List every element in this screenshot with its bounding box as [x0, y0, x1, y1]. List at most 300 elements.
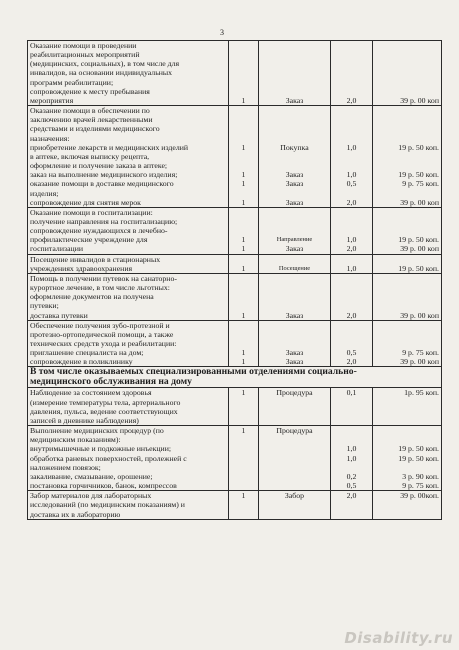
service-description-line: сопровождение нуждающихся в лечебно- — [30, 226, 168, 236]
points-cell — [331, 388, 373, 426]
service-description-line: исследований (по медицинским показаниям) и — [30, 500, 185, 510]
form-cell-line — [261, 407, 328, 416]
quantity-cell-line: 1 — [241, 235, 246, 245]
quantity-cell-line — [231, 134, 256, 143]
service-description-line: назначения: — [30, 133, 70, 143]
points-cell-line — [333, 416, 370, 425]
points-cell — [331, 254, 373, 273]
form-cell-line: Забор — [284, 491, 305, 501]
points-cell-line: 1,0 — [346, 444, 357, 454]
form-cell-line — [261, 152, 328, 161]
form-cell-line — [261, 106, 328, 115]
quantity-cell-line — [231, 407, 256, 416]
service-description-line: Наблюдение за состоянием здоровья — [30, 388, 152, 398]
points-cell-line — [333, 106, 370, 115]
service-description-line: оформление документов на получена — [30, 292, 154, 302]
price-cell-line — [375, 106, 439, 115]
quantity-cell-line — [231, 115, 256, 124]
service-description-line: получение направления на госпитализацию; — [30, 216, 178, 226]
quantity-cell-line — [231, 321, 256, 330]
section-header-line: медицинского обслуживания на дому — [30, 376, 192, 388]
price-cell — [373, 320, 442, 367]
price-cell — [373, 254, 442, 273]
price-cell-line — [375, 407, 439, 416]
form-cell-line — [261, 134, 328, 143]
form-cell-line — [261, 189, 328, 198]
quantity-cell-line — [231, 208, 256, 217]
service-description — [28, 106, 229, 208]
section-header — [28, 367, 442, 388]
points-cell-line — [333, 292, 370, 301]
quantity-cell-line — [231, 463, 256, 472]
quantity-cell-line — [231, 189, 256, 198]
price-cell-line — [375, 208, 439, 217]
price-cell-line — [375, 510, 439, 519]
table-row — [28, 320, 442, 367]
service-description-line: сопровождение в поликлинику — [30, 357, 133, 367]
quantity-cell-line — [231, 339, 256, 348]
price-cell — [373, 491, 442, 519]
price-cell-line — [375, 78, 439, 87]
price-cell-line — [375, 330, 439, 339]
quantity-cell-line: 1 — [241, 95, 246, 105]
form-cell — [259, 320, 331, 367]
form-cell-line — [261, 50, 328, 59]
service-description — [28, 320, 229, 367]
form-cell-line — [261, 208, 328, 217]
service-description-line: Посещение инвалидов в стационарных — [30, 254, 161, 264]
points-cell-line: 2,0 — [346, 357, 357, 367]
service-description-line: сопровождение для снятия мерок — [30, 197, 141, 207]
form-cell — [259, 491, 331, 519]
quantity-cell — [229, 106, 259, 208]
price-cell-line — [375, 189, 439, 198]
quantity-cell — [229, 426, 259, 491]
price-cell-line — [375, 292, 439, 301]
form-cell-line — [261, 283, 328, 292]
points-cell-line — [333, 68, 370, 77]
service-description-line: медицинским показаниям): — [30, 435, 121, 445]
quantity-cell-line: 1 — [241, 348, 246, 358]
service-description-line: Обеспечение получения зубо-протезной и — [30, 320, 170, 330]
quantity-cell-line — [231, 59, 256, 68]
points-cell-line: 2,0 — [346, 491, 357, 501]
form-cell-line — [261, 481, 328, 490]
price-cell-line — [375, 416, 439, 425]
service-description-line: технических средств ухода и реабилитации: — [30, 339, 177, 348]
price-cell-line: 39 р. 00 коп — [400, 95, 439, 105]
points-cell-line — [333, 87, 370, 96]
quantity-cell-line — [231, 398, 256, 407]
price-cell — [373, 207, 442, 254]
form-cell-line — [261, 292, 328, 301]
service-description — [28, 207, 229, 254]
form-cell-line — [261, 124, 328, 133]
form-cell-line — [261, 454, 328, 463]
service-description-line: закаливание, смазывание, орошение; — [30, 471, 153, 481]
points-cell — [331, 207, 373, 254]
price-cell-line — [375, 283, 439, 292]
section-header-line: В том числе оказываемых специализированными отделениями социально- — [30, 366, 357, 378]
service-description-line: Выполнение медицинских процедур (по — [30, 426, 164, 436]
form-cell — [259, 426, 331, 491]
table-row — [28, 273, 442, 320]
service-description-line: учреждениях здравоохранения — [30, 263, 133, 273]
price-cell-line: 19 р. 50 коп. — [398, 170, 439, 180]
form-cell-line — [261, 416, 328, 425]
quantity-cell-line: 1 — [241, 142, 246, 152]
service-description-line: в аптеке, включая выписку рецепта, — [30, 151, 150, 161]
quantity-cell-line — [231, 435, 256, 444]
quantity-cell-line: 1 — [241, 357, 246, 367]
form-cell-line — [261, 59, 328, 68]
service-description — [28, 388, 229, 426]
price-cell-line — [375, 115, 439, 124]
price-cell-line — [375, 426, 439, 435]
form-cell-line: Заказ — [285, 310, 304, 320]
points-cell-line: 1,0 — [346, 235, 357, 245]
points-cell-line: 2,0 — [346, 244, 357, 254]
quantity-cell-line — [231, 41, 256, 50]
form-cell-line — [261, 301, 328, 310]
points-cell-line — [333, 426, 370, 435]
points-cell-line — [333, 407, 370, 416]
form-cell-line — [261, 472, 328, 481]
quantity-cell — [229, 320, 259, 367]
form-cell-line: Заказ — [285, 170, 304, 180]
service-description-line: Помощь в получении путевок на санаторно- — [30, 273, 177, 283]
points-cell-line — [333, 330, 370, 339]
form-cell-line — [261, 255, 328, 264]
points-cell — [331, 106, 373, 208]
service-description-line: Оказание помощи в проведении — [30, 41, 137, 50]
quantity-cell-line: 1 — [241, 197, 246, 207]
service-description-line: средствами и изделиями медицинского — [30, 124, 160, 134]
quantity-cell — [229, 273, 259, 320]
points-cell-line — [333, 161, 370, 170]
points-cell-line: 2,0 — [346, 197, 357, 207]
form-cell-line — [261, 274, 328, 283]
quantity-cell-line: 1 — [241, 426, 246, 436]
price-cell-line — [375, 41, 439, 50]
points-cell — [331, 491, 373, 519]
price-cell — [373, 388, 442, 426]
service-description-line: программ реабилитации; — [30, 77, 114, 87]
service-description-line: приглашение специалиста на дом; — [30, 348, 144, 358]
price-cell-line — [375, 255, 439, 264]
form-cell-line: Заказ — [285, 197, 304, 207]
form-cell-line: Заказ — [285, 357, 304, 367]
points-cell-line: 2,0 — [346, 95, 357, 105]
quantity-cell-line: 1 — [241, 244, 246, 254]
page-number: 3 — [220, 28, 224, 37]
form-cell-line — [261, 444, 328, 453]
quantity-cell-line — [231, 416, 256, 425]
points-cell — [331, 273, 373, 320]
points-cell — [331, 41, 373, 106]
quantity-cell-line — [231, 217, 256, 226]
price-cell-line: 1р. 95 коп. — [404, 388, 439, 398]
quantity-cell-line — [231, 472, 256, 481]
quantity-cell — [229, 41, 259, 106]
form-cell-line — [261, 398, 328, 407]
service-description-line: оформление и получение заказа в аптеке; — [30, 161, 168, 171]
quantity-cell-line — [231, 50, 256, 59]
price-cell-line — [375, 435, 439, 444]
points-cell-line — [333, 115, 370, 124]
form-cell-line: Заказ — [285, 179, 304, 189]
points-cell-line — [333, 510, 370, 519]
price-cell-line — [375, 463, 439, 472]
points-cell — [331, 320, 373, 367]
form-cell-line — [261, 500, 328, 509]
price-cell — [373, 426, 442, 491]
service-description-line: заключению врачей лекарственными — [30, 115, 153, 125]
service-description-line: курортное лечение, в том числе льготных: — [30, 283, 170, 293]
points-cell — [331, 426, 373, 491]
form-cell-line — [261, 87, 328, 96]
quantity-cell-line — [231, 152, 256, 161]
service-description-line: (измерение температуры тела, артериального — [30, 397, 181, 407]
points-cell-line — [333, 435, 370, 444]
form-cell-line: Направление — [276, 236, 313, 244]
service-description-line: внутримышечные и подкожные инъекции; — [30, 444, 172, 454]
service-description-line: доставка их в лабораторию — [30, 509, 121, 519]
price-cell-line: 19 р. 50 коп. — [398, 263, 439, 273]
price-cell-line: 39 р. 00коп. — [400, 491, 439, 501]
price-cell-line — [375, 274, 439, 283]
table-row — [28, 388, 442, 426]
price-cell-line — [375, 500, 439, 509]
section-header-row — [28, 367, 442, 388]
form-cell — [259, 388, 331, 426]
watermark-logo: Disability.ru — [344, 629, 453, 647]
price-cell-line: 19 р. 50 коп. — [398, 142, 439, 152]
price-cell-line — [375, 301, 439, 310]
points-cell-line — [333, 152, 370, 161]
form-cell-line — [261, 321, 328, 330]
points-cell-line: 2,0 — [346, 310, 357, 320]
form-cell — [259, 41, 331, 106]
points-cell-line — [333, 321, 370, 330]
points-cell-line: 0,5 — [346, 481, 357, 491]
price-cell-line — [375, 321, 439, 330]
service-description-line: госпитализации — [30, 244, 84, 254]
price-cell-line — [375, 68, 439, 77]
service-description-line: протезно-ортопедической помощи, а также — [30, 329, 174, 339]
service-description-line: заказ на выполнение медицинского изделия; — [30, 170, 178, 180]
quantity-cell — [229, 388, 259, 426]
service-description — [28, 491, 229, 519]
price-cell-line — [375, 134, 439, 143]
points-cell-line — [333, 134, 370, 143]
form-cell-line: Заказ — [285, 348, 304, 358]
price-cell-line: 9 р. 75 коп. — [402, 348, 439, 358]
quantity-cell-line — [231, 68, 256, 77]
table-row — [28, 254, 442, 273]
price-cell — [373, 273, 442, 320]
quantity-cell-line — [231, 454, 256, 463]
quantity-cell-line: 1 — [241, 491, 246, 501]
service-description-line: сопровождение к месту пребывания — [30, 86, 150, 96]
points-cell-line: 0,2 — [346, 471, 357, 481]
form-cell-line: Процедура — [276, 388, 313, 398]
points-cell-line — [333, 217, 370, 226]
price-cell — [373, 41, 442, 106]
quantity-cell-line — [231, 255, 256, 264]
points-cell-line: 1,0 — [346, 142, 357, 152]
quantity-cell-line — [231, 444, 256, 453]
price-cell-line: 39 р. 00 коп — [400, 310, 439, 320]
service-description — [28, 41, 229, 106]
form-cell-line — [261, 226, 328, 235]
form-cell — [259, 207, 331, 254]
form-cell-line: Заказ — [285, 244, 304, 254]
price-cell-line — [375, 124, 439, 133]
price-cell-line — [375, 161, 439, 170]
service-description-line: постановка горчичников, банок, компрессов — [30, 481, 177, 491]
points-cell-line — [333, 208, 370, 217]
form-cell — [259, 254, 331, 273]
points-cell-line — [333, 301, 370, 310]
service-description-line: инвалидов, на основании индивидуальных — [30, 68, 173, 78]
service-description-line: Оказание помощи в обеспечении по — [30, 106, 150, 116]
service-description-line: профилактические учреждение для — [30, 235, 148, 245]
quantity-cell-line — [231, 87, 256, 96]
service-description-line: приобретение лекарств и медицинских изделий — [30, 142, 189, 152]
service-description-line: доставка путевки — [30, 310, 88, 320]
table-row — [28, 426, 442, 491]
service-description-line: (медицинских, социальных), в том числе для — [30, 59, 180, 69]
service-description-line: давления, пульса, ведение соответствующих — [30, 406, 178, 416]
quantity-cell-line — [231, 301, 256, 310]
points-cell-line — [333, 59, 370, 68]
points-cell-line — [333, 50, 370, 59]
quantity-cell-line: 1 — [241, 310, 246, 320]
price-cell-line — [375, 87, 439, 96]
table-row — [28, 491, 442, 519]
service-description-line: наложением повязок; — [30, 462, 101, 472]
form-cell-line — [261, 41, 328, 50]
form-cell — [259, 106, 331, 208]
price-cell-line: 9 р. 75 коп. — [402, 179, 439, 189]
quantity-cell-line — [231, 283, 256, 292]
quantity-cell-line: 1 — [241, 263, 246, 273]
points-cell-line — [333, 226, 370, 235]
table-row — [28, 41, 442, 106]
form-cell-line — [261, 115, 328, 124]
quantity-cell-line — [231, 510, 256, 519]
quantity-cell-line — [231, 330, 256, 339]
quantity-cell-line: 1 — [241, 179, 246, 189]
quantity-cell-line — [231, 78, 256, 87]
form-cell-line — [261, 161, 328, 170]
price-cell-line — [375, 50, 439, 59]
price-cell-line — [375, 152, 439, 161]
quantity-cell — [229, 207, 259, 254]
service-description-line: Оказание помощи в госпитализации: — [30, 207, 153, 217]
quantity-cell-line — [231, 124, 256, 133]
quantity-cell-line: 1 — [241, 388, 246, 398]
form-cell-line — [261, 217, 328, 226]
price-cell-line — [375, 226, 439, 235]
points-cell-line — [333, 124, 370, 133]
service-description-line: обработка раневых поверхностей, пролежней с — [30, 453, 187, 463]
form-cell-line — [261, 435, 328, 444]
quantity-cell-line — [231, 481, 256, 490]
form-cell — [259, 273, 331, 320]
service-description-line: мероприятия — [30, 95, 74, 105]
points-cell-line — [333, 189, 370, 198]
points-cell-line: 0,1 — [346, 388, 357, 398]
price-cell-line — [375, 398, 439, 407]
points-cell-line — [333, 283, 370, 292]
form-cell-line: Покупка — [280, 142, 309, 152]
points-cell-line — [333, 274, 370, 283]
table-row — [28, 207, 442, 254]
points-cell-line — [333, 255, 370, 264]
service-description — [28, 254, 229, 273]
price-cell-line: 3 р. 90 коп. — [402, 471, 439, 481]
price-cell-line: 19 р. 50 коп. — [398, 235, 439, 245]
quantity-cell — [229, 491, 259, 519]
table-row — [28, 106, 442, 208]
quantity-cell-line: 1 — [241, 170, 246, 180]
points-cell-line — [333, 463, 370, 472]
form-cell-line — [261, 68, 328, 77]
points-cell-line — [333, 339, 370, 348]
form-cell-line — [261, 510, 328, 519]
service-description-line: оказание помощи в доставке медицинского — [30, 179, 174, 189]
form-cell-line — [261, 463, 328, 472]
quantity-cell — [229, 254, 259, 273]
service-description-line: изделия; — [30, 188, 59, 198]
service-description-line: реабилитационных мероприятий — [30, 50, 140, 60]
quantity-cell-line — [231, 226, 256, 235]
quantity-cell-line — [231, 500, 256, 509]
form-cell-line: Посещение — [278, 264, 311, 272]
price-cell — [373, 106, 442, 208]
price-cell-line: 39 р. 00 коп — [400, 197, 439, 207]
points-cell-line — [333, 78, 370, 87]
points-cell-line: 1,0 — [346, 453, 357, 463]
quantity-cell-line — [231, 161, 256, 170]
points-cell-line — [333, 500, 370, 509]
quantity-cell-line — [231, 106, 256, 115]
service-description — [28, 426, 229, 491]
points-cell-line — [333, 41, 370, 50]
points-cell-line: 1,0 — [346, 170, 357, 180]
form-cell-line: Заказ — [285, 95, 304, 105]
quantity-cell-line — [231, 292, 256, 301]
service-description-line: путевки; — [30, 301, 59, 311]
points-cell-line: 0,5 — [346, 179, 357, 189]
price-cell-line: 39 р. 00 коп — [400, 357, 439, 367]
form-cell-line: Процедура — [276, 426, 313, 436]
price-cell-line — [375, 217, 439, 226]
form-cell-line — [261, 78, 328, 87]
price-cell-line: 9 р. 75 коп. — [402, 481, 439, 491]
quantity-cell-line — [231, 274, 256, 283]
services-table — [27, 40, 442, 520]
service-description — [28, 273, 229, 320]
price-cell-line — [375, 339, 439, 348]
points-cell-line: 1,0 — [346, 263, 357, 273]
points-cell-line — [333, 398, 370, 407]
service-description-line: Забор материалов для лабораторных — [30, 491, 152, 501]
service-description-line: записей в дневнике наблюдения) — [30, 415, 139, 425]
form-cell-line — [261, 330, 328, 339]
